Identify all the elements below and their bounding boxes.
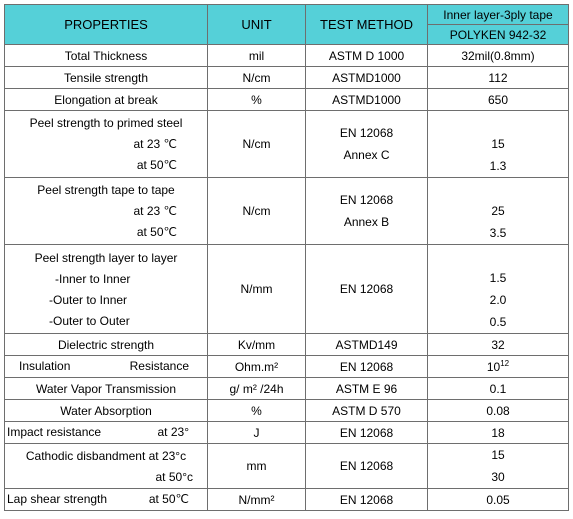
table-row	[5, 378, 569, 400]
peel-tape-cond2: at 50℃	[136, 225, 177, 239]
unit-peel-steel: N/cm	[208, 111, 306, 178]
value-peel-steel-2: 1.3	[489, 159, 507, 173]
header-unit: UNIT	[208, 5, 306, 45]
value-elongation: 650	[428, 89, 569, 111]
table-row	[5, 400, 569, 422]
table-row	[5, 334, 569, 356]
insulation-label-b: Resistance	[129, 359, 189, 373]
value-peel-layer-2: 2.0	[489, 293, 507, 307]
header-row	[5, 5, 569, 25]
unit-impact: J	[208, 422, 306, 444]
value-water-absorption: 0.08	[428, 400, 569, 422]
unit-elongation: %	[208, 89, 306, 111]
method-peel-tape-1: EN 12068	[339, 193, 394, 207]
header-test-method: TEST METHOD	[306, 5, 428, 45]
value-peel-steel-1: 15	[491, 137, 505, 151]
value-peel-layer-1: 1.5	[489, 271, 507, 285]
peel-tape-cond1: at 23 ℃	[133, 204, 177, 218]
table-row	[5, 67, 569, 89]
peel-steel-cond1: at 23 ℃	[133, 137, 177, 151]
header-product-line2: POLYKEN 942-32	[428, 25, 569, 45]
table-row	[5, 444, 569, 489]
properties-table	[4, 4, 569, 511]
value-tensile: 112	[428, 67, 569, 89]
insulation-value-base: 10	[486, 359, 501, 374]
value-insulation	[428, 356, 569, 378]
method-peel-steel	[306, 111, 428, 178]
table-row	[5, 356, 569, 378]
method-peel-steel-2: Annex C	[343, 148, 390, 162]
insulation-value-exp: 12	[500, 358, 510, 368]
peel-layer-cond3: -Outer to Outer	[49, 313, 130, 328]
table-row	[5, 489, 569, 511]
peel-layer-cond2: -Outer to Inner	[49, 292, 128, 307]
unit-peel-tape: N/cm	[208, 178, 306, 245]
table-row	[5, 89, 569, 111]
value-peel-layer-3: 0.5	[489, 315, 507, 329]
value-dielectric: 32	[428, 334, 569, 356]
cathodic-title: Cathodic disbandment at 23°c	[25, 448, 187, 463]
unit-cathodic: mm	[208, 444, 306, 489]
value-peel-tape-2: 3.5	[489, 226, 507, 240]
table-row	[5, 422, 569, 444]
lap-shear-label-b: at 50℃	[148, 492, 189, 506]
prop-thickness: Total Thickness	[5, 45, 208, 67]
value-impact: 18	[428, 422, 569, 444]
method-cathodic: EN 12068	[306, 444, 428, 489]
unit-dielectric: Kv/mm	[208, 334, 306, 356]
unit-tensile: N/cm	[208, 67, 306, 89]
value-cathodic	[428, 444, 569, 489]
method-peel-tape	[306, 178, 428, 245]
prop-tensile: Tensile strength	[5, 67, 208, 89]
method-water-absorption: ASTM D 570	[306, 400, 428, 422]
method-thickness: ASTM D 1000	[306, 45, 428, 67]
cathodic-cond2: at 50°c	[155, 469, 193, 484]
prop-elongation: Elongation at break	[5, 89, 208, 111]
header-product-line1: Inner layer-3ply tape	[428, 5, 569, 25]
peel-tape-title: Peel strength tape to tape	[37, 183, 175, 197]
value-peel-steel	[428, 111, 569, 178]
header-properties: PROPERTIES	[5, 5, 208, 45]
unit-peel-layer: N/mm	[208, 245, 306, 334]
table-row	[5, 111, 569, 178]
impact-label-a: Impact resistance	[7, 425, 102, 439]
table-row	[5, 45, 569, 67]
peel-steel-title: Peel strength to primed steel	[29, 116, 183, 130]
value-peel-tape	[428, 178, 569, 245]
table-row	[5, 178, 569, 245]
prop-impact	[5, 422, 208, 444]
impact-label-b: at 23°	[157, 425, 189, 439]
value-cathodic-1: 15	[491, 448, 505, 462]
unit-water-vapor: g/ m² /24h	[208, 378, 306, 400]
method-tensile: ASTMD1000	[306, 67, 428, 89]
peel-steel-cond2: at 50℃	[136, 158, 177, 172]
method-dielectric: ASTMD149	[306, 334, 428, 356]
value-peel-tape-1: 25	[491, 204, 505, 218]
prop-peel-layer	[5, 245, 208, 334]
insulation-label-a: Insulation	[19, 359, 71, 373]
method-lap-shear: EN 12068	[306, 489, 428, 511]
prop-water-vapor: Water Vapor Transmission	[5, 378, 208, 400]
value-cathodic-2: 30	[491, 470, 505, 484]
lap-shear-label-a: Lap shear strength	[7, 492, 108, 506]
unit-lap-shear: N/mm²	[208, 489, 306, 511]
prop-peel-tape	[5, 178, 208, 245]
peel-layer-cond1: -Inner to Inner	[55, 271, 131, 286]
value-lap-shear: 0.05	[428, 489, 569, 511]
prop-insulation	[5, 356, 208, 378]
unit-insulation: Ohm.m²	[208, 356, 306, 378]
prop-water-absorption: Water Absorption	[5, 400, 208, 422]
prop-cathodic	[5, 444, 208, 489]
method-peel-steel-1: EN 12068	[339, 126, 394, 140]
unit-water-absorption: %	[208, 400, 306, 422]
method-peel-layer: EN 12068	[306, 245, 428, 334]
table-row	[5, 245, 569, 334]
method-peel-tape-2: Annex B	[343, 215, 390, 229]
prop-lap-shear	[5, 489, 208, 511]
prop-peel-steel	[5, 111, 208, 178]
method-elongation: ASTMD1000	[306, 89, 428, 111]
value-thickness: 32mil(0.8mm)	[428, 45, 569, 67]
unit-thickness: mil	[208, 45, 306, 67]
value-water-vapor: 0.1	[428, 378, 569, 400]
method-insulation: EN 12068	[306, 356, 428, 378]
peel-layer-title: Peel strength layer to layer	[34, 250, 178, 265]
value-peel-layer	[428, 245, 569, 334]
method-water-vapor: ASTM E 96	[306, 378, 428, 400]
prop-dielectric: Dielectric strength	[5, 334, 208, 356]
method-impact: EN 12068	[306, 422, 428, 444]
